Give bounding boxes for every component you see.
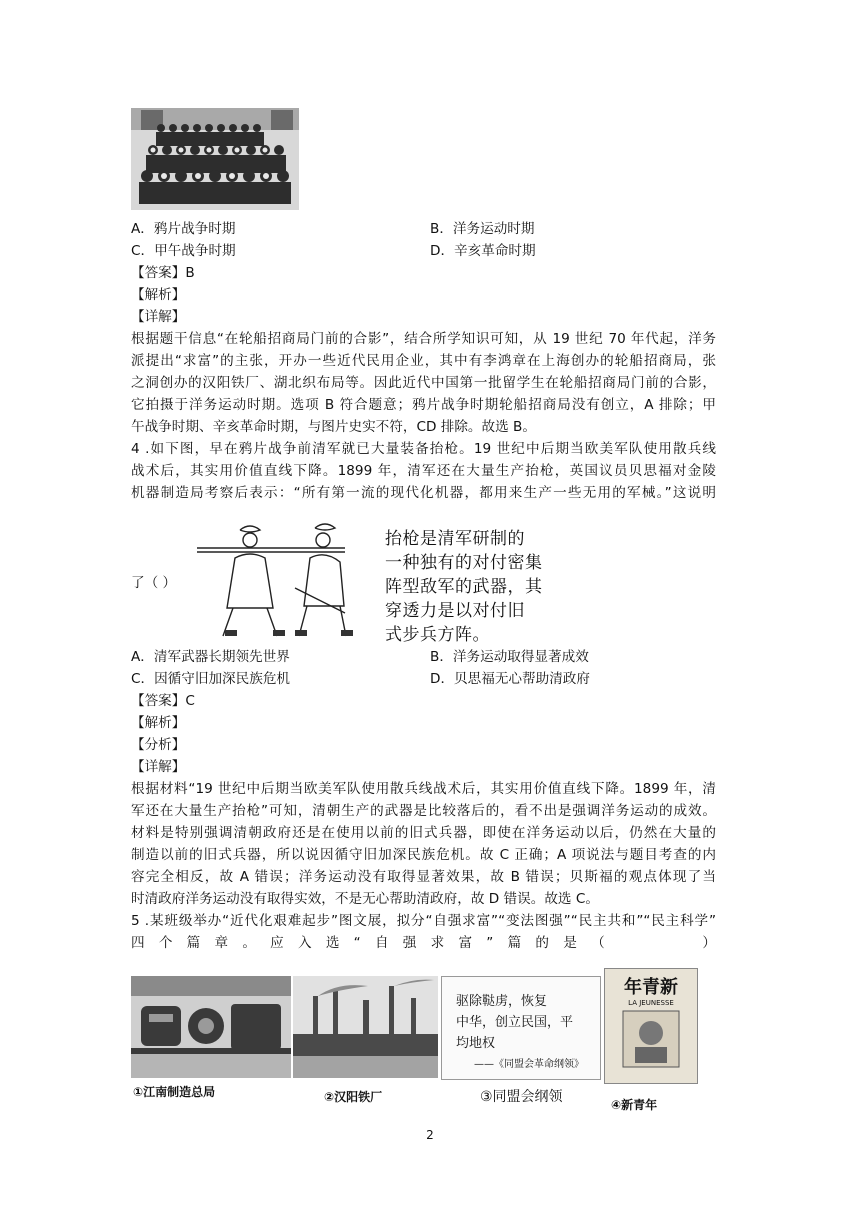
q3-explain-line: 之洞创办的汉阳铁厂、湖北织布局等。因此近代中国第一批留学生在轮船招商局门前的合影，: [131, 375, 716, 391]
page-number: 2: [426, 1128, 434, 1142]
magazine-subtitle: LA JEUNESSE: [628, 999, 674, 1007]
caption-tongmenghui: ③同盟会纲领: [480, 1089, 563, 1105]
caption-newyouth: ④新青年: [611, 1098, 658, 1112]
q3-option-a: A．鸦片战争时期: [131, 221, 236, 237]
q4-stem-line: 4 .如下图，早在鸦片战争前清军就已大量装备抬枪。19 世纪中后期当欧美军队使用散兵线: [131, 441, 716, 457]
q4-fenxi-label: 【分析】: [131, 737, 186, 753]
illustration-caption-line: 穿透力是以对付旧: [385, 601, 525, 621]
manifesto-source: ——《同盟会革命纲领》: [474, 1059, 584, 1070]
q5-stem-line: 四个篇章。应入选“自强求富”篇的是（ ）: [131, 935, 716, 951]
q4-answer: 【答案】C: [131, 693, 195, 709]
q4-option-a: A．清军武器长期领先世界: [131, 649, 290, 665]
q3-option-c: C．甲午战争时期: [131, 243, 236, 259]
q4-stem-end: 了（ ）: [131, 575, 177, 591]
caption-hanyang: ②汉阳铁厂: [324, 1090, 383, 1104]
q4-explain-line: 容完全相反，故 A 错误；洋务运动没有取得显著效果，故 B 错误；贝斯福的观点体现了当: [131, 869, 716, 885]
q4-explain-line: 根据材料“19 世纪中后期当欧美军队使用散兵线战术后，其实用价值直线下降。1899 年，清: [131, 781, 716, 797]
illustration-caption-line: 抬枪是清军研制的: [385, 529, 525, 549]
illustration-caption-line: 一种独有的对付密集: [385, 553, 543, 573]
q3-analysis-label: 【解析】: [131, 287, 186, 303]
tongmenghui-manifesto-image: [441, 976, 601, 1080]
q4-detail-label: 【详解】: [131, 759, 186, 775]
group-photo: [131, 108, 299, 210]
illustration-caption-line: 式步兵方阵。: [385, 625, 490, 645]
q3-detail-label: 【详解】: [131, 309, 186, 325]
q4-stem-line: 战术后，其实用价值直线下降。1899 年，清军还在大量生产抬枪，英国议员贝思福对金陵: [131, 463, 716, 479]
q3-explain-line: 派提出“求富”的主张，开办一些近代民用企业，其中有李鸿章在上海创办的轮船招商局，张: [131, 353, 716, 369]
caption-jiangnan: ①江南制造总局: [133, 1085, 216, 1099]
q4-explain-line: 军还在大量生产抬枪”可知，清朝生产的武器是比较落后的，看不出是强调洋务运动的成效。: [131, 803, 716, 819]
q4-option-d: D．贝思福无心帮助清政府: [430, 671, 590, 687]
q4-explain-line: 制造以前的旧式兵器，所以说因循守旧加深民族危机。故 C 正确；A 项说法与题目考查的内: [131, 847, 716, 863]
manifesto-line: 中华，创立民国，平: [456, 1015, 574, 1030]
matchlock-illustration: [195, 518, 375, 642]
new-youth-magazine-image: [604, 968, 698, 1084]
manifesto-line: 均地权: [456, 1036, 496, 1051]
jiangnan-arsenal-photo: [131, 976, 291, 1078]
q3-explain-line: 它拍摄于洋务运动时期。选项 B 符合题意；鸦片战争时期轮船招商局没有创立，A 排除；甲: [131, 397, 716, 413]
q4-stem-line: 机器制造局考察后表示：“所有第一流的现代化机器，都用来生产一些无用的军械。”这说明: [131, 485, 716, 501]
hanyang-ironworks-photo: [293, 976, 438, 1078]
q3-option-d: D．辛亥革命时期: [430, 243, 536, 259]
q4-explain-line: 材料是特别强调清朝政府还是在使用以前的旧式兵器，即使在洋务运动以后，仍然在大量的: [131, 825, 716, 841]
q3-explain-line: 根据题干信息“在轮船招商局门前的合影”，结合所学知识可知，从 19 世纪 70 年代起，洋务: [131, 331, 716, 347]
q4-explain-line: 时清政府洋务运动没有取得实效，不是无心帮助清政府，故 D 错误。故选 C。: [131, 891, 599, 907]
q4-option-b: B．洋务运动取得显著成效: [430, 649, 589, 665]
manifesto-line: 驱除鞑虏，恢复: [456, 994, 548, 1009]
q3-option-b: B．洋务运动时期: [430, 221, 535, 237]
illustration-caption-line: 阵型敌军的武器，其: [385, 577, 543, 597]
magazine-title: 年青新: [624, 977, 678, 998]
q3-explain-line: 午战争时期、辛亥革命时期，与图片史实不符，CD 排除。故选 B。: [131, 419, 536, 435]
q4-analysis-label: 【解析】: [131, 715, 186, 731]
q4-option-c: C．因循守旧加深民族危机: [131, 671, 291, 687]
q5-stem-line: 5 .某班级举办“近代化艰难起步”图文展，拟分“自强求富”“变法图强”“民主共和”“民主科学”: [131, 913, 716, 929]
illustration-caption: [385, 527, 543, 647]
q3-answer: 【答案】B: [131, 265, 195, 281]
